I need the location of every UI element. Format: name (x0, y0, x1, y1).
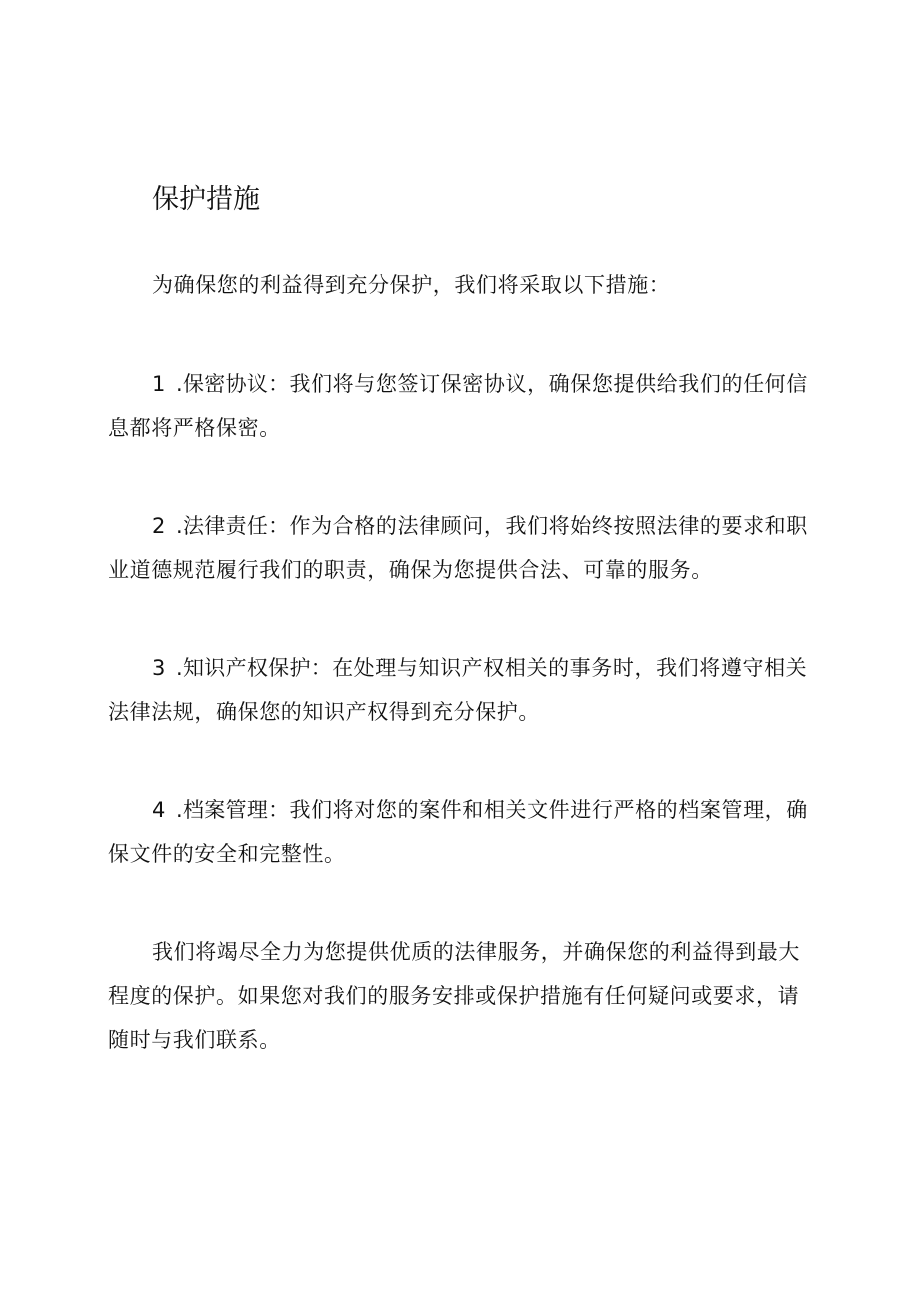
item-label: .法律责任： (176, 514, 290, 538)
item-text: 作为合格的法律顾问，我们将始终按照法律的要求和职业道德规范履行我们的职责，确保为您提供合法、可靠的服务。 (108, 514, 808, 582)
item-label: .知识产权保护： (176, 656, 333, 680)
item-text: 我们将与您签订保密协议，确保您提供给我们的任何信息都将严格保密。 (108, 372, 808, 440)
page-title: 保护措施 (152, 184, 260, 215)
list-item-legal-responsibility (108, 504, 808, 592)
item-number: 4 (152, 798, 166, 822)
list-item-confidentiality (108, 362, 808, 450)
item-number: 2 (152, 514, 166, 538)
item-text: 我们将对您的案件和相关文件进行严格的档案管理，确保文件的安全和完整性。 (108, 798, 808, 866)
list-item-archive-management (108, 788, 808, 876)
item-label: .保密协议： (176, 372, 290, 396)
intro-paragraph: 为确保您的利益得到充分保护，我们将采取以下措施： (152, 273, 671, 297)
item-number: 3 (152, 656, 166, 680)
list-item-intellectual-property (108, 646, 808, 734)
closing-paragraph: 我们将竭尽全力为您提供优质的法律服务，并确保您的利益得到最大程度的保护。如果您对我们的服务安排或保护措施有任何疑问或要求，请随时与我们联系。 (108, 940, 800, 1052)
item-number: 1 (152, 372, 166, 396)
item-label: .档案管理： (176, 798, 290, 822)
item-text: 在处理与知识产权相关的事务时，我们将遵守相关法律法规，确保您的知识产权得到充分保护。 (108, 656, 808, 724)
